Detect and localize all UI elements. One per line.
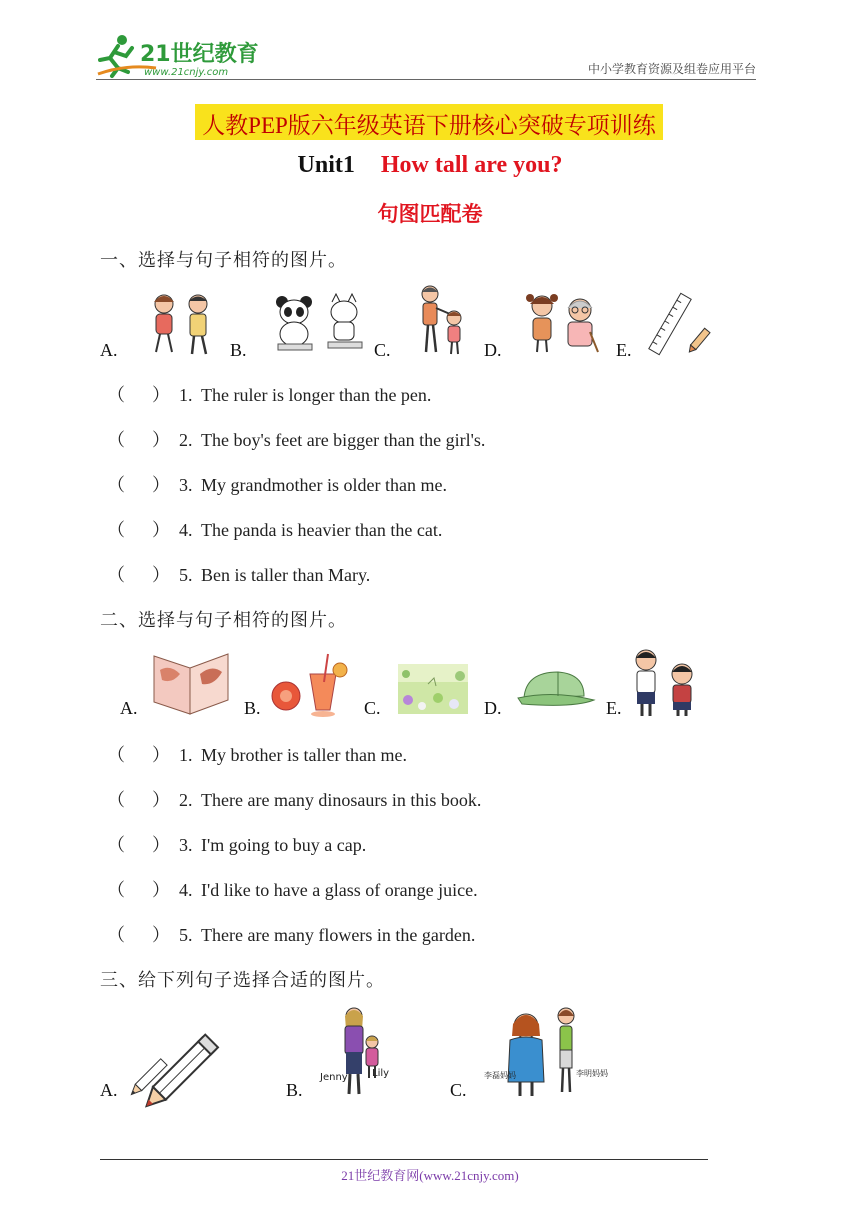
lily-label: Lily bbox=[372, 1068, 390, 1079]
question-number: 5. bbox=[179, 925, 193, 945]
answer-blank[interactable]: （ ） bbox=[107, 925, 170, 945]
question-number: 2. bbox=[179, 790, 193, 810]
unit-name: How tall are you? bbox=[380, 152, 563, 178]
jenny-lily-picture bbox=[316, 1006, 392, 1100]
s1-question-3 bbox=[107, 471, 447, 497]
boy-girl-picture bbox=[146, 292, 218, 356]
question-text: I'm going to buy a cap. bbox=[201, 835, 367, 855]
question-text: The boy's feet are bigger than the girl's. bbox=[201, 430, 486, 450]
option-d-label: D. bbox=[484, 698, 502, 718]
li-lei-mother-label: 李磊妈妈 bbox=[484, 1071, 516, 1080]
answer-blank[interactable]: （ ） bbox=[107, 565, 170, 585]
question-number: 2. bbox=[179, 430, 193, 450]
question-text: There are many dinosaurs in this book. bbox=[201, 790, 482, 810]
question-text: There are many flowers in the garden. bbox=[201, 925, 476, 945]
answer-blank[interactable]: （ ） bbox=[107, 745, 170, 765]
option-c-label: C. bbox=[450, 1080, 467, 1100]
s1-question-5 bbox=[107, 561, 370, 587]
page-subtitle: 句图匹配卷 bbox=[377, 202, 483, 226]
option-e-label: E. bbox=[606, 698, 622, 718]
garden-flowers-picture bbox=[398, 664, 468, 714]
svg-text:www.21cnjy.com: www.21cnjy.com bbox=[144, 67, 229, 78]
option-c-label: C. bbox=[364, 698, 381, 718]
question-number: 3. bbox=[179, 475, 193, 495]
footer-text: 21世纪教育网(www.21cnjy.com) bbox=[341, 1168, 519, 1183]
answer-blank[interactable]: （ ） bbox=[107, 790, 170, 810]
option-a-label: A. bbox=[120, 698, 138, 718]
unit-number: Unit1 bbox=[297, 152, 355, 178]
s2-question-4 bbox=[107, 876, 478, 902]
answer-blank[interactable]: （ ） bbox=[107, 520, 170, 540]
option-a-label: A. bbox=[100, 1080, 118, 1100]
s2-question-3 bbox=[107, 831, 366, 857]
s1-question-1 bbox=[107, 381, 431, 407]
tall-short-kids-picture bbox=[414, 284, 470, 356]
question-text: My brother is taller than me. bbox=[201, 745, 407, 765]
site-name: 中小学教育资源及组卷应用平台 bbox=[587, 62, 756, 76]
li-ming-mother-label: 李明妈妈 bbox=[576, 1069, 608, 1078]
question-text: Ben is taller than Mary. bbox=[201, 565, 371, 585]
answer-blank[interactable]: （ ） bbox=[107, 880, 170, 900]
question-number: 4. bbox=[179, 520, 193, 540]
section-3-heading: 三、给下列句子选择合适的图片。 bbox=[100, 970, 385, 991]
page-title: 人教PEP版六年级英语下册核心突破专项训练 bbox=[202, 113, 656, 138]
footer-divider bbox=[100, 1159, 708, 1160]
option-b-label: B. bbox=[286, 1080, 303, 1100]
runner-logo-icon bbox=[96, 34, 266, 80]
panda-cat-picture bbox=[274, 294, 366, 354]
question-text: The ruler is longer than the pen. bbox=[201, 385, 432, 405]
question-text: The panda is heavier than the cat. bbox=[201, 520, 443, 540]
pencils-picture bbox=[130, 1030, 220, 1100]
section-1-heading: 一、选择与句子相符的图片。 bbox=[100, 250, 347, 271]
answer-blank[interactable]: （ ） bbox=[107, 385, 170, 405]
grandmother-girl-picture bbox=[524, 292, 602, 354]
header-divider bbox=[96, 79, 756, 80]
question-text: My grandmother is older than me. bbox=[201, 475, 447, 495]
option-c-label: C. bbox=[374, 340, 391, 360]
answer-blank[interactable]: （ ） bbox=[107, 430, 170, 450]
cap-picture bbox=[514, 668, 596, 710]
option-b-label: B. bbox=[244, 698, 261, 718]
option-a-label: A. bbox=[100, 340, 118, 360]
question-text: I'd like to have a glass of orange juice. bbox=[201, 880, 478, 900]
svg-text:21世纪教育: 21世纪教育 bbox=[140, 42, 259, 67]
option-b-label: B. bbox=[230, 340, 247, 360]
option-e-label: E. bbox=[616, 340, 632, 360]
question-number: 1. bbox=[179, 745, 193, 765]
s2-question-5 bbox=[107, 921, 475, 947]
two-mothers-picture bbox=[480, 1006, 610, 1100]
two-boys-picture bbox=[630, 646, 702, 718]
question-number: 4. bbox=[179, 880, 193, 900]
s2-question-1 bbox=[107, 741, 407, 767]
orange-juice-picture bbox=[270, 652, 350, 718]
question-number: 5. bbox=[179, 565, 193, 585]
question-number: 1. bbox=[179, 385, 193, 405]
ruler-pen-picture bbox=[646, 290, 712, 356]
answer-blank[interactable]: （ ） bbox=[107, 835, 170, 855]
option-d-label: D. bbox=[484, 340, 502, 360]
s1-question-4 bbox=[107, 516, 442, 542]
section-2-heading: 二、选择与句子相符的图片。 bbox=[100, 610, 347, 631]
open-book-picture bbox=[150, 650, 232, 716]
s2-question-2 bbox=[107, 786, 481, 812]
question-number: 3. bbox=[179, 835, 193, 855]
s1-question-2 bbox=[107, 426, 485, 452]
answer-blank[interactable]: （ ） bbox=[107, 475, 170, 495]
jenny-label: Jenny bbox=[320, 1072, 348, 1083]
site-logo bbox=[96, 34, 266, 80]
unit-title bbox=[0, 152, 860, 179]
